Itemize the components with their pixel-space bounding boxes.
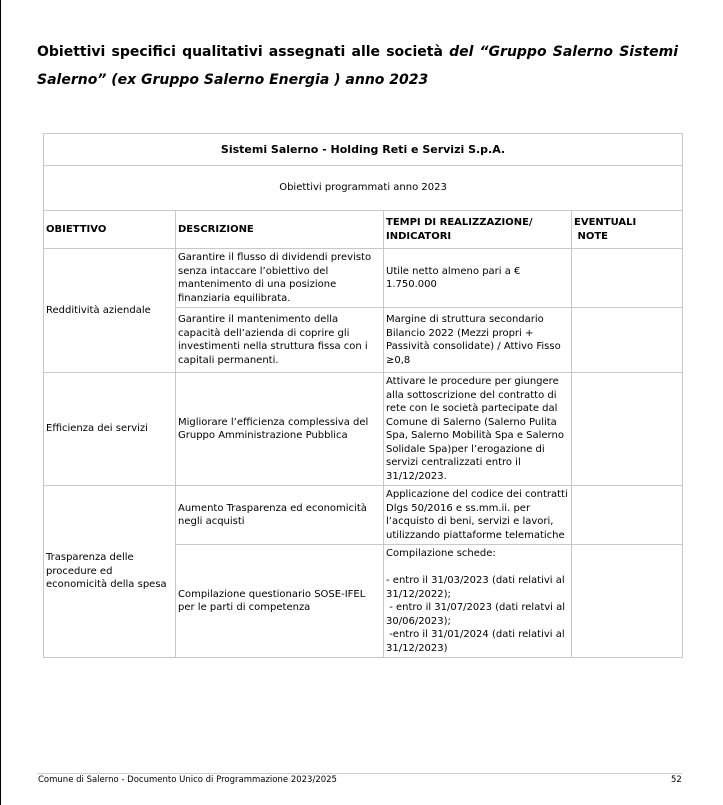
cell-tempi: Applicazione del codice dei contratti Dlgs 50/2016 e ss.mm.ii. per l’acquisto di beni, servizi e lavori, utilizzando piattaforme telematiche [384,486,572,545]
page-number: 52 [671,775,682,785]
cell-tempi: Utile netto almeno pari a € 1.750.000 [384,249,572,308]
table-subtitle: Obiettivi programmati anno 2023 [44,166,683,211]
table-row [44,249,683,308]
cell-descrizione: Aumento Trasparenza ed economicità negli acquisti [176,486,384,545]
table-row [44,373,683,486]
cell-descrizione: Migliorare l’efficienza complessiva del Gruppo Amministrazione Pubblica [176,373,384,486]
cell-obiettivo: Trasparenza delle procedure ed economicità della spesa [44,486,176,658]
header-obiettivo: OBIETTIVO [44,211,176,249]
cell-note [572,249,683,308]
footer-document-title: Comune di Salerno - Documento Unico di Programmazione 2023/2025 [38,775,337,785]
heading-italic-text: del “Gruppo Salerno Sistemi Salerno” (ex Gruppo Salerno Energia ) anno 2023 [37,44,678,88]
cell-note [572,486,683,545]
cell-tempi: Compilazione schede: - entro il 31/03/2023 (dati relativi al 31/12/2022); - entro il 31/07/2023 (dati relatvi al 30/06/2023); -entro il 31/01/2024 (dati relativi al 31/12/2023) [384,545,572,658]
cell-descrizione: Compilazione questionario SOSE-IFEL per le parti di competenza [176,545,384,658]
cell-note [572,373,683,486]
header-row [44,211,683,249]
header-tempi: TEMPI DI REALIZZAZIONE/ INDICATORI [384,211,572,249]
company-row [44,134,683,166]
table-row [44,486,683,545]
cell-descrizione: Garantire il mantenimento della capacità dell’azienda di coprire gli investimenti nella struttura fissa con i capitali permanenti. [176,308,384,373]
section-heading [37,38,678,94]
heading-normal-text: Obiettivi specifici qualitativi assegnati alle società [37,44,450,60]
header-note: EVENTUALI NOTE [572,211,683,249]
page-left-border [0,0,1,805]
cell-tempi: Margine di struttura secondario Bilancio 2022 (Mezzi propri + Passività consolidate) / Attivo Fisso ≥0,8 [384,308,572,373]
cell-obiettivo: Redditività aziendale [44,249,176,373]
company-name: Sistemi Salerno - Holding Reti e Servizi S.p.A. [44,134,683,166]
cell-tempi: Attivare le procedure per giungere alla sottoscrizione del contratto di rete con le società partecipate dal Comune di Salerno (Salerno Pulita Spa, Salerno Mobilità Spa e Salerno Solidale Spa)per l’erogazione di servizi centralizzati entro il 31/12/2023. [384,373,572,486]
footer-divider [37,773,682,774]
header-descrizione: DESCRIZIONE [176,211,384,249]
subtitle-row [44,166,683,211]
cell-obiettivo: Efficienza dei servizi [44,373,176,486]
objectives-table [43,133,683,658]
cell-note [572,545,683,658]
cell-note [572,308,683,373]
cell-descrizione: Garantire il flusso di dividendi previsto senza intaccare l’obiettivo del mantenimento di una posizione finanziaria equilibrata. [176,249,384,308]
